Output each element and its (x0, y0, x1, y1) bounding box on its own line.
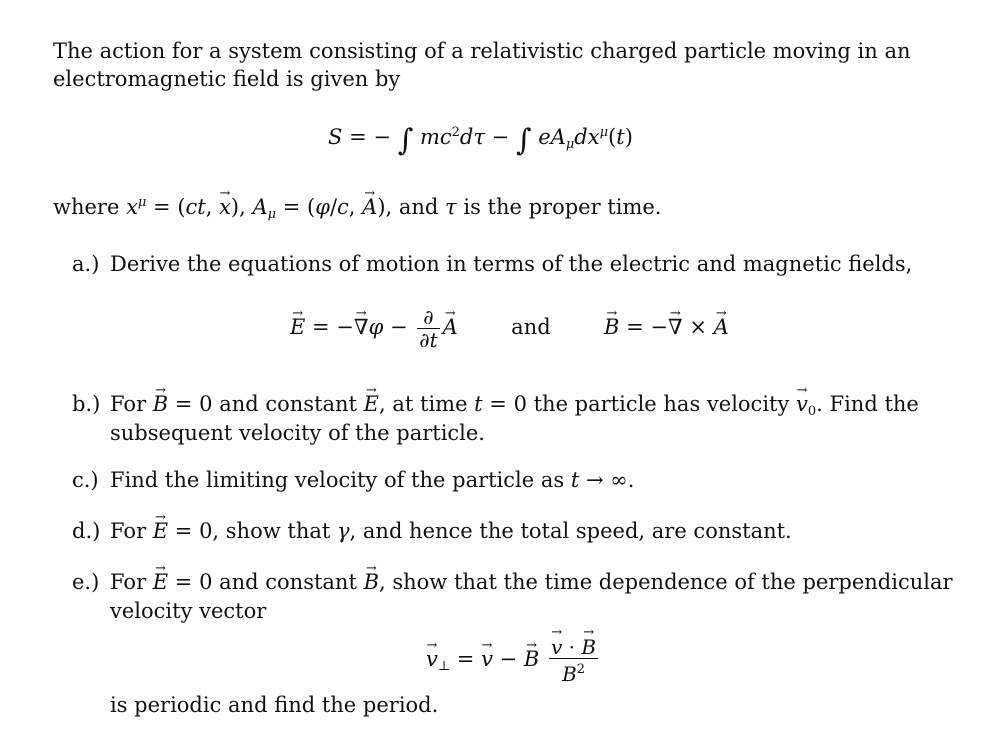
field-equations: E → = −∇ →φ − $\frac{\partial}{\partial t}$ A → and B → = −∇ → × A → (290, 306, 729, 351)
action-equation: S = − ∫ $mc^2d\tau$ − ∫ $eA_\mu dx^\mu(t)$ (328, 123, 633, 158)
part-c-label: c.) (72, 468, 99, 492)
definitions-line: where $x^\mu = (ct$, x →), $A_\mu = (\varphi/c$, A →), and τ is the proper time. (53, 188, 661, 229)
perpendicular-velocity-equation: $v \to_\perp = v$ → − B → $\frac{v \to \cdot B \to}{B^2}$ (426, 636, 601, 685)
part-e-line-3: is periodic and find the period. (110, 693, 439, 717)
part-c: c.) Find the limiting velocity of the particle as t → ∞. (72, 466, 634, 495)
v-dot-b-fraction: $\frac{v \to \cdot B \to}{B^2}$ (549, 636, 598, 685)
partial-t-fraction: $\frac{\partial}{\partial t}$ (419, 305, 438, 352)
part-b-line-2: subsequent velocity of the particle. (110, 421, 485, 445)
part-b-line-1: b.) For B → = 0 and constant E →, at time t = 0 the particle has velocity $v \to_0$. Find the (72, 390, 919, 426)
part-b-label: b.) (72, 392, 101, 416)
part-a (72, 250, 912, 279)
part-e-label: e.) (72, 570, 100, 594)
and-word: and (511, 315, 551, 339)
intro-line-1: The action for a system consisting of a relativistic charged particle moving in an (53, 39, 911, 63)
part-a-text: Derive the equations of motion in terms of the electric and magnetic fields, (110, 252, 913, 276)
part-a-label: a.) (72, 252, 100, 276)
part-d-label: d.) (72, 519, 101, 543)
part-e-line-1: e.) For E → = 0 and constant B →, show that the time dependence of the perpendicular (72, 568, 953, 597)
part-e-line-2: velocity vector (110, 599, 267, 623)
intro-line-2: electromagnetic field is given by (53, 67, 401, 91)
part-d: d.) For E → = 0, show that γ, and hence the total speed, are constant. (72, 517, 792, 546)
